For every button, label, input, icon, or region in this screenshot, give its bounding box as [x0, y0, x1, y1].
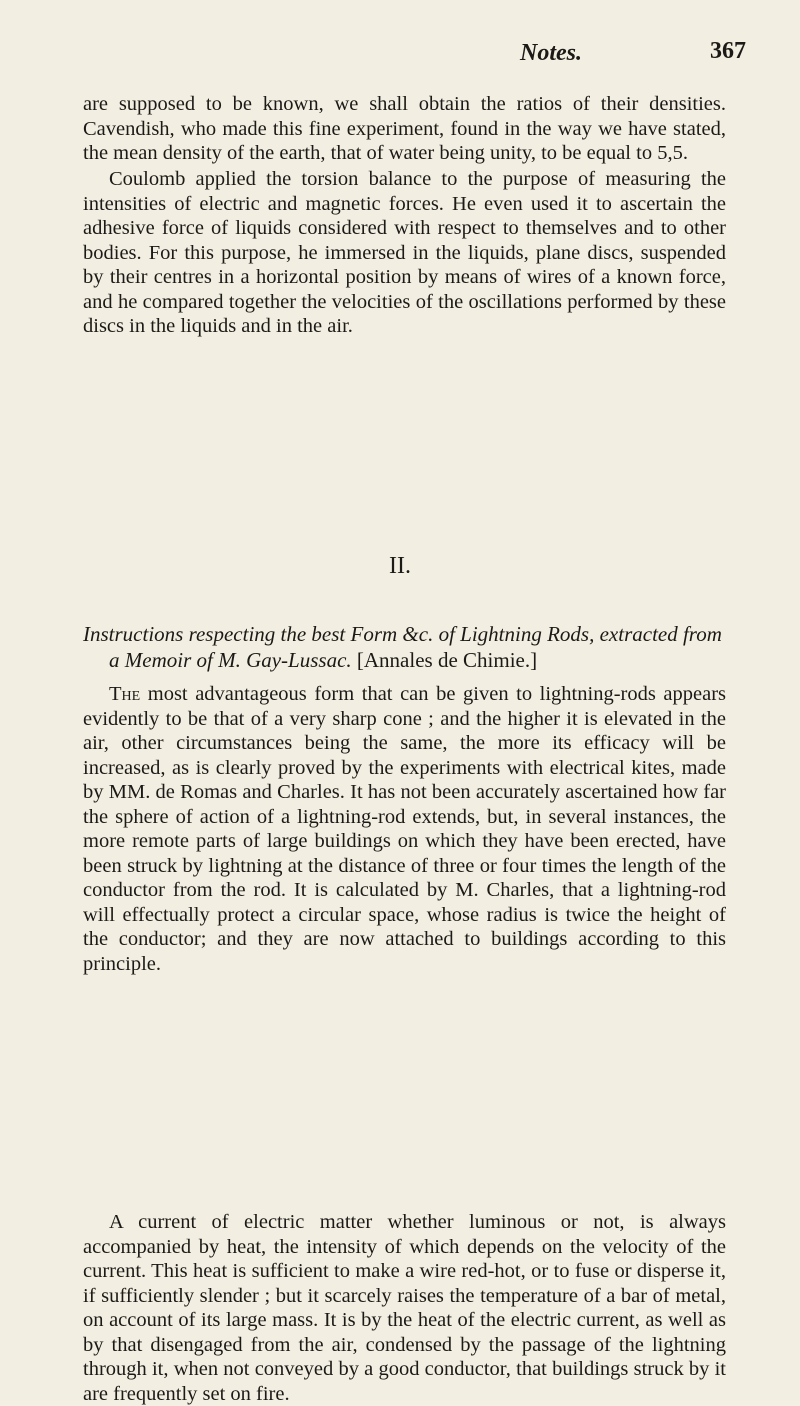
running-head: Notes.	[520, 40, 582, 66]
paragraph-coulomb: Coulomb applied the torsion balance to the purpose of measuring the intensities of electric and magnetic forces. He even used it to ascertain the adhesive force of liquids considered with respect to themselves and to other bodies. For this purpose, he immersed in the liquids, plane discs, suspended by their centres in a horizontal position by means of wires of a known force, and he compared together the velocities of the oscillations performed by these discs in the liquids and in the air.	[83, 168, 726, 337]
section-number: II.	[389, 553, 411, 579]
paragraph-lead-word: The	[109, 683, 141, 705]
section-heading-source: [Annales de Chimie.]	[356, 648, 538, 672]
paragraph-lightning-rods-body: most advantageous form that can be given to lightning-rods appears evidently to be that of a very sharp cone ; and the higher it is elevated in the air, other circumstances being the same, the more its efficacy will be increased, as is clearly proved by the experiments with electrical kites, made by MM. de Romas and Charles. It has not been accurately ascertained how far the sphere of action of a lightning-rod extends, but, in several instances, the more remote parts of large buildings on which they have been erected, have been struck by lightning at the distance of three or four times the length of the conductor from the rod. It is calculated by M. Charles, that a lightning-rod will effectually protect a circular space, whose radius is twice the height of the conductor; and they are now attached to buildings according to this principle.	[83, 683, 726, 975]
section-heading-title: Instructions respecting the best Form &c. of Lightning Rods, extracted from a Memoir of M. Gay-Lussac.	[83, 622, 722, 672]
page-number: 367	[710, 38, 746, 64]
paragraph-electric-current: A current of electric matter whether luminous or not, is always accompanied by heat, the intensity of which depends on the velocity of the current. This heat is sufficient to make a wire red-hot, or to fuse or disperse it, if sufficiently slender ; but it scarcely raises the temperature of a bar of metal, on account of its large mass. It is by the heat of the electric current, as well as by that disengaged from the air, condensed by the passage of the lightning through it, when not conveyed by a good conductor, that buildings struck by it are frequently set on fire.	[83, 1211, 726, 1405]
section-heading	[83, 621, 726, 673]
paragraph-lightning-rods	[83, 682, 726, 976]
paragraph-continued: are supposed to be known, we shall obtain the ratios of their densities. Cavendish, who made this fine experiment, found in the way we have stated, the mean density of the earth, that of water being unity, to be equal to 5,5.	[83, 93, 726, 164]
